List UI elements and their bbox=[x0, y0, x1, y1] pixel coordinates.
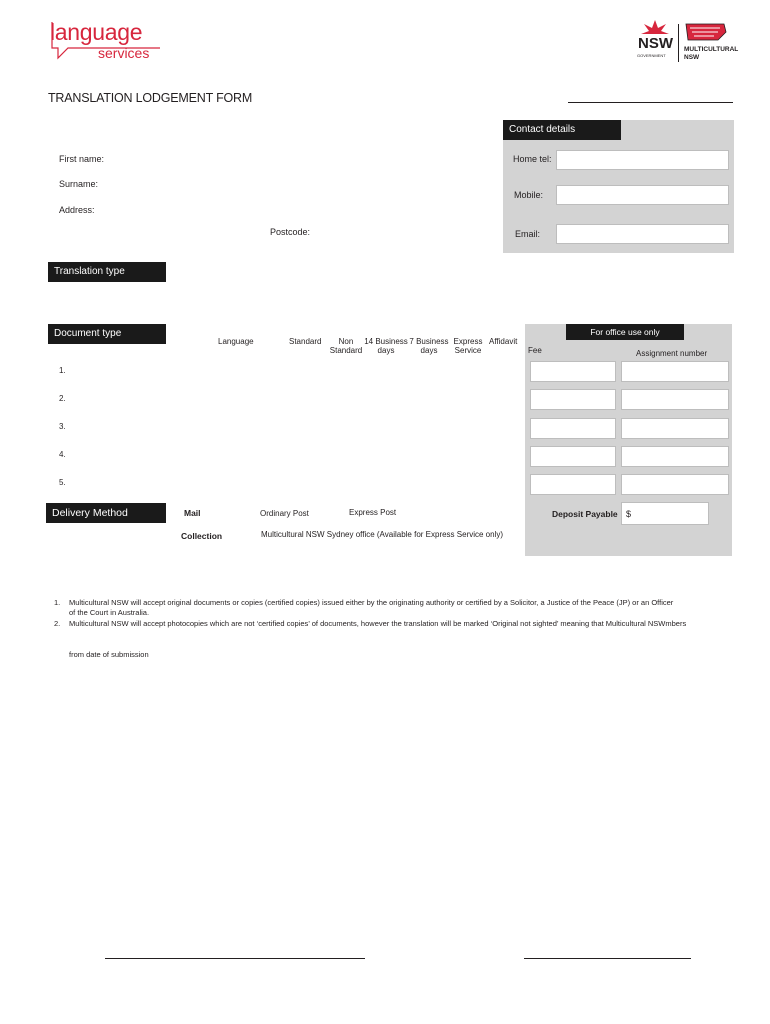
document-type-header: Document type bbox=[48, 324, 166, 344]
reference-number-line[interactable] bbox=[568, 102, 733, 103]
column-non-standard-line2: Standard bbox=[329, 346, 363, 355]
column-express-service-line1: Express bbox=[453, 337, 483, 346]
assignment-input-3[interactable] bbox=[621, 418, 729, 439]
contact-details-header: Contact details bbox=[503, 120, 621, 140]
office-use-header: For office use only bbox=[566, 324, 684, 340]
express-post-option[interactable]: Express Post bbox=[349, 508, 397, 517]
date-line[interactable] bbox=[524, 958, 691, 959]
column-non-standard bbox=[326, 337, 366, 355]
fee-input-2[interactable] bbox=[530, 389, 616, 410]
assignment-input-4[interactable] bbox=[621, 446, 729, 467]
column-express-service-line2: Service bbox=[454, 346, 482, 355]
fee-input-1[interactable] bbox=[530, 361, 616, 382]
column-7-business-days-line2: days bbox=[420, 346, 438, 355]
nsw-government-logo bbox=[634, 20, 744, 66]
assignment-input-2[interactable] bbox=[621, 389, 729, 410]
form-title: TRANSLATION LODGEMENT FORM bbox=[48, 91, 253, 105]
language-services-logo bbox=[46, 18, 166, 66]
collection-option[interactable]: Multicultural NSW Sydney office (Available for Express Service only) bbox=[261, 530, 504, 539]
government-wordmark: GOVERNMENT bbox=[637, 53, 666, 58]
multicultural-wordmark: MULTICULTURAL bbox=[684, 46, 739, 53]
mobile-input[interactable] bbox=[556, 185, 729, 205]
document-row-number: 3. bbox=[59, 422, 66, 431]
surname-label: Surname: bbox=[59, 179, 99, 189]
note-1-text bbox=[69, 598, 749, 618]
column-non-standard-line1: Non bbox=[338, 337, 354, 346]
document-row-number: 4. bbox=[59, 450, 66, 459]
fee-input-3[interactable] bbox=[530, 418, 616, 439]
email-input[interactable] bbox=[556, 224, 729, 244]
deposit-payable-input[interactable] bbox=[621, 502, 709, 525]
agency-nsw-wordmark: NSW bbox=[684, 54, 700, 61]
postcode-label: Postcode: bbox=[270, 227, 311, 237]
nsw-wordmark: NSW bbox=[638, 35, 673, 52]
delivery-method-header: Delivery Method bbox=[46, 503, 166, 523]
deposit-payable-label: Deposit Payable bbox=[552, 509, 618, 519]
column-14-business-days-line1: 14 Business bbox=[364, 337, 408, 346]
column-standard: Standard bbox=[289, 337, 322, 346]
assignment-input-5[interactable] bbox=[621, 474, 729, 495]
note-1-number: 1. bbox=[54, 598, 61, 607]
column-14-business-days-line2: days bbox=[377, 346, 395, 355]
note-2-text: Multicultural NSW will accept photocopies which are not ‘certified copies’ of documents, however the translation will be marked ‘Original not sighted’ meaning that Multicultural NSWmbers bbox=[69, 619, 687, 628]
email-label: Email: bbox=[515, 229, 541, 239]
ordinary-post-option[interactable]: Ordinary Post bbox=[260, 509, 309, 518]
first-name-label: First name: bbox=[59, 154, 105, 164]
note-submission-date: from date of submission bbox=[69, 650, 149, 659]
note-2-number: 2. bbox=[54, 619, 61, 628]
signature-line[interactable] bbox=[105, 958, 365, 959]
note-1-line-1: Multicultural NSW will accept original documents or copies (certified copies) issued either by the originating authority or certified by a Solicitor, a Justice of the Peace (JP) or an Officer bbox=[69, 598, 674, 607]
document-row-number: 5. bbox=[59, 478, 66, 487]
document-row-number: 2. bbox=[59, 394, 66, 403]
mail-label: Mail bbox=[184, 508, 201, 518]
logo-wordmark-language: language bbox=[50, 19, 143, 45]
translation-type-header: Translation type bbox=[48, 262, 166, 282]
deposit-currency-symbol: $ bbox=[626, 509, 632, 519]
column-affidavit: Affidavit bbox=[489, 337, 518, 346]
fee-input-5[interactable] bbox=[530, 474, 616, 495]
assignment-input-1[interactable] bbox=[621, 361, 729, 382]
nsw-map-icon bbox=[684, 22, 728, 42]
note-1-line-2: of the Court in Australia. bbox=[69, 608, 150, 617]
fee-label: Fee bbox=[528, 346, 542, 355]
document-row-number: 1. bbox=[59, 366, 66, 375]
assignment-number-label: Assignment number bbox=[636, 349, 708, 358]
home-tel-label: Home tel: bbox=[513, 154, 552, 164]
home-tel-input[interactable] bbox=[556, 150, 729, 170]
fee-input-4[interactable] bbox=[530, 446, 616, 467]
column-express-service bbox=[450, 337, 486, 355]
column-7-business-days bbox=[408, 337, 450, 355]
collection-label: Collection bbox=[181, 531, 223, 541]
column-14-business-days bbox=[362, 337, 410, 355]
column-language: Language bbox=[218, 337, 254, 346]
column-7-business-days-line1: 7 Business bbox=[409, 337, 449, 346]
logo-wordmark-services: services bbox=[98, 45, 150, 61]
mobile-label: Mobile: bbox=[514, 190, 544, 200]
logo-divider bbox=[678, 24, 679, 62]
address-label: Address: bbox=[59, 205, 95, 215]
